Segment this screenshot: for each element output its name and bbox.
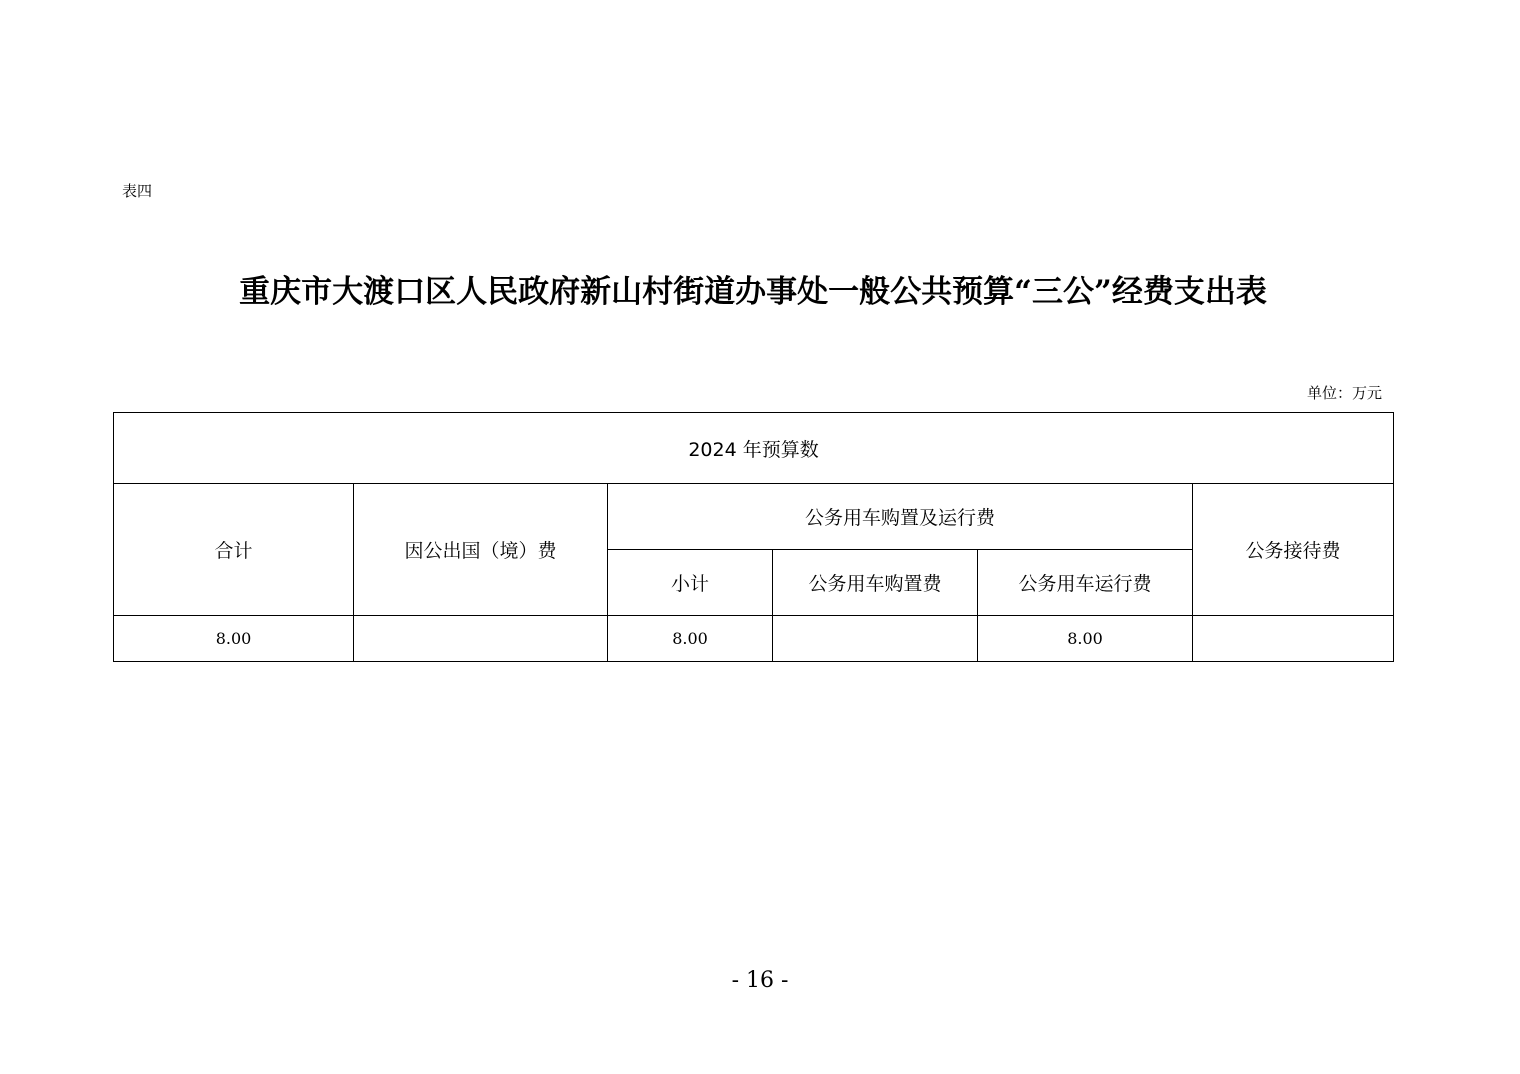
header-year-budget: 2024 年预算数 <box>114 413 1394 484</box>
table-label: 表四 <box>122 182 153 200</box>
page-title: 重庆市大渡口区人民政府新山村街道办事处一般公共预算“三公”经费支出表 <box>239 274 1267 310</box>
table-row <box>114 616 1394 662</box>
cell-total: 8.00 <box>114 616 354 662</box>
budget-table <box>113 412 1394 662</box>
cell-vehicle-purchase <box>773 616 978 662</box>
table-header-row-1 <box>114 484 1394 550</box>
header-vehicle-purchase: 公务用车购置费 <box>773 550 978 616</box>
header-total: 合计 <box>114 484 354 616</box>
cell-reception <box>1193 616 1394 662</box>
header-reception: 公务接待费 <box>1193 484 1394 616</box>
header-vehicle-operation: 公务用车运行费 <box>978 550 1193 616</box>
table-header-row-year <box>114 413 1394 484</box>
cell-subtotal: 8.00 <box>608 616 773 662</box>
header-vehicle-group: 公务用车购置及运行费 <box>608 484 1193 550</box>
cell-overseas <box>354 616 608 662</box>
cell-vehicle-operation: 8.00 <box>978 616 1193 662</box>
header-overseas: 因公出国（境）费 <box>354 484 608 616</box>
page-number: - 16 - <box>731 968 789 993</box>
header-subtotal: 小计 <box>608 550 773 616</box>
unit-label: 单位：万元 <box>1306 384 1382 402</box>
